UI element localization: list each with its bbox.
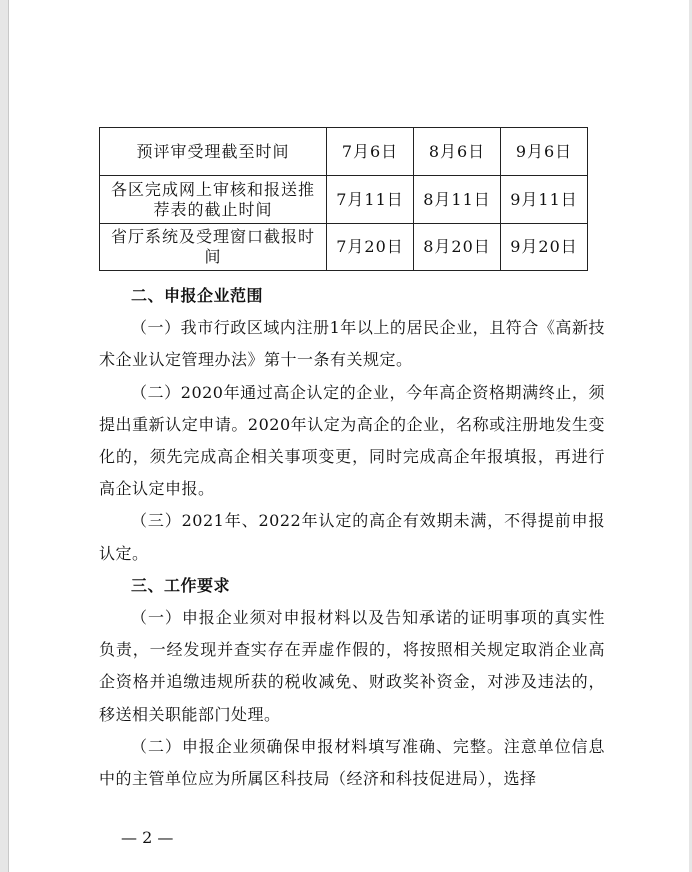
date-cell: 7月11日 bbox=[327, 176, 414, 224]
row-label: 省厅系统及受理窗口截报时间 bbox=[100, 224, 327, 271]
table-row bbox=[100, 128, 588, 176]
paragraph: （三）2021年、2022年认定的高企有效期未满，不得提前申报认定。 bbox=[99, 511, 605, 563]
date-cell: 8月11日 bbox=[414, 176, 501, 224]
date-cell: 9月11日 bbox=[501, 176, 588, 224]
date-cell: 7月6日 bbox=[327, 128, 414, 176]
row-label: 各区完成网上审核和报送推荐表的截止时间 bbox=[100, 176, 327, 224]
date-cell: 9月6日 bbox=[501, 128, 588, 176]
date-cell: 7月20日 bbox=[327, 224, 414, 271]
paragraph: （一）申报企业须对申报材料以及告知承诺的证明事项的真实性负责，一经发现并查实存在弄虚作假的，将按照相关规定取消企业高企资格并追缴违规所获的税收减免、财政奖补资金，对涉及违法的，移送相关职能部门处理。 bbox=[99, 608, 605, 724]
schedule-table bbox=[99, 127, 588, 271]
document-page bbox=[8, 0, 689, 872]
paragraph: （二）2020年通过高企认定的企业，今年高企资格期满终止，须提出重新认定申请。2020年认定为高企的企业，名称或注册地发生变化的，须先完成高企相关事项变更，同时完成高企年报填报，再进行高企认定申报。 bbox=[99, 382, 605, 499]
paragraph: （二）申报企业须确保申报材料填写准确、完整。注意单位信息中的主管单位应为所属区科技局（经济和科技促进局），选择 bbox=[99, 736, 605, 789]
date-cell: 8月6日 bbox=[414, 128, 501, 176]
date-cell: 8月20日 bbox=[414, 224, 501, 271]
section-heading: 三、工作要求 bbox=[131, 575, 231, 595]
date-cell: 9月20日 bbox=[501, 224, 588, 271]
page-number: — 2 — bbox=[121, 828, 174, 847]
document-body bbox=[99, 280, 605, 795]
section-heading: 二、申报企业范围 bbox=[131, 286, 264, 305]
paragraph: （一）我市行政区域内注册1年以上的居民企业，且符合《高新技术企业认定管理办法》第十一条有关规定。 bbox=[99, 318, 605, 370]
row-label: 预评审受理截至时间 bbox=[100, 128, 327, 176]
table-row bbox=[100, 224, 588, 271]
table-row bbox=[100, 176, 588, 224]
